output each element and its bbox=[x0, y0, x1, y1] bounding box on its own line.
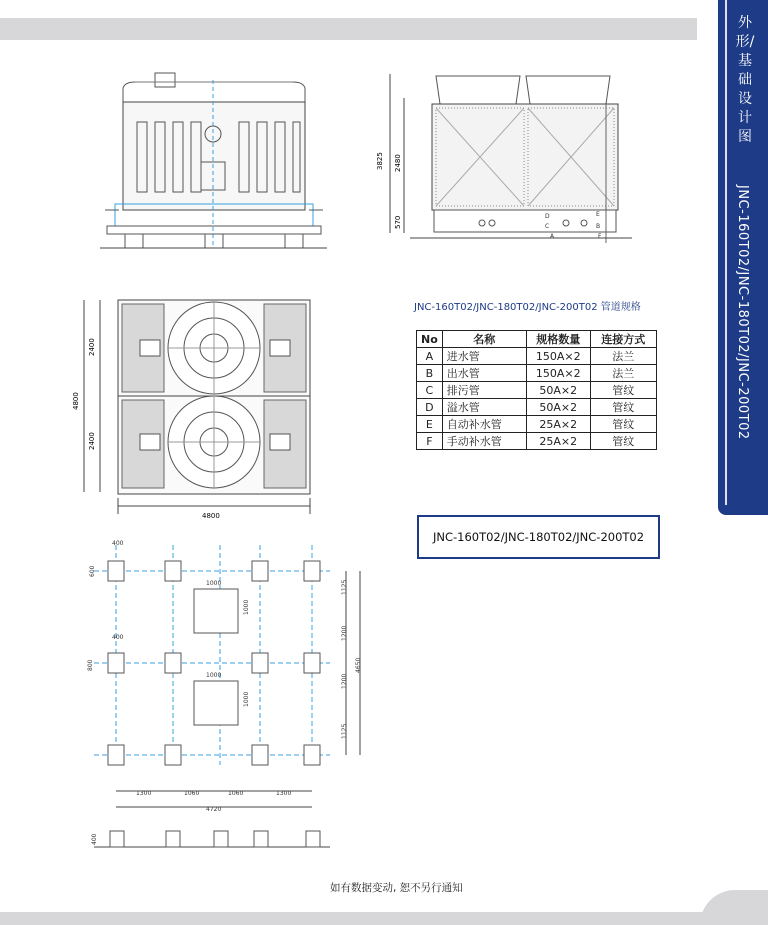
dim-pad-h-bottom: 1000 bbox=[243, 691, 250, 707]
dim-pad-w-top: 1000 bbox=[206, 580, 222, 587]
cell-conn: 管纹 bbox=[590, 382, 656, 399]
cell-no: D bbox=[417, 399, 443, 416]
dim-plan-total: 4800 bbox=[72, 392, 80, 410]
dim-bay-4: 1300 bbox=[276, 790, 292, 797]
cell-size: 25A×2 bbox=[526, 416, 590, 433]
dim-spacing-2: 1200 bbox=[341, 625, 348, 641]
dim-plan-half-bottom: 2400 bbox=[88, 432, 96, 450]
bottom-corner bbox=[700, 890, 768, 925]
cell-conn: 管纹 bbox=[590, 433, 656, 450]
dim-spacing-3: 1200 bbox=[341, 673, 348, 689]
side-letter-e: E bbox=[596, 211, 600, 218]
cell-size: 50A×2 bbox=[526, 399, 590, 416]
table-header-row bbox=[417, 331, 657, 348]
side-letter-a: A bbox=[550, 233, 555, 240]
dim-bay-1: 1300 bbox=[136, 790, 152, 797]
side-letter-d: D bbox=[545, 213, 550, 220]
dim-pad-h-top: 1000 bbox=[243, 599, 250, 615]
cell-conn: 法兰 bbox=[590, 365, 656, 382]
pipe-spec-table bbox=[416, 330, 657, 450]
cell-conn: 管纹 bbox=[590, 416, 656, 433]
dim-pier-h: 600 bbox=[89, 565, 96, 577]
model-box: JNC-160T02/JNC-180T02/JNC-200T02 bbox=[417, 515, 660, 559]
cell-no: B bbox=[417, 365, 443, 382]
cell-no: C bbox=[417, 382, 443, 399]
dim-body-height: 2480 bbox=[394, 154, 402, 172]
side-elevation-drawing bbox=[370, 68, 640, 258]
cell-no: F bbox=[417, 433, 443, 450]
table-row bbox=[417, 399, 657, 416]
side-tab-models: JNC-160T02/JNC-180T02/JNC-200T02 bbox=[735, 185, 750, 440]
cell-no: E bbox=[417, 416, 443, 433]
side-letter-b: B bbox=[596, 223, 601, 230]
spec-table-title: JNC-160T02/JNC-180T02/JNC-200T02 管道规格 bbox=[414, 302, 641, 313]
header-name: 名称 bbox=[442, 331, 526, 348]
dim-plan-width: 4800 bbox=[202, 512, 220, 520]
cell-name: 手动补水管 bbox=[442, 433, 526, 450]
dim-spacing-1: 1125 bbox=[341, 579, 348, 595]
side-letter-c: C bbox=[545, 223, 550, 230]
cell-size: 150A×2 bbox=[526, 348, 590, 365]
cell-name: 排污管 bbox=[442, 382, 526, 399]
dim-spacing-4: 1125 bbox=[341, 723, 348, 739]
side-tab-rule bbox=[725, 0, 727, 505]
table-row bbox=[417, 382, 657, 399]
dim-pier-h2: 800 bbox=[87, 659, 94, 671]
dim-pad-w-bottom: 1000 bbox=[206, 672, 222, 679]
front-elevation-drawing bbox=[95, 70, 330, 260]
cell-size: 150A×2 bbox=[526, 365, 590, 382]
dim-base-height: 570 bbox=[394, 215, 402, 229]
cell-name: 自动补水管 bbox=[442, 416, 526, 433]
plan-view-drawing bbox=[70, 292, 330, 522]
dim-pier-top: 400 bbox=[112, 540, 124, 547]
cell-name: 出水管 bbox=[442, 365, 526, 382]
dim-bay-3: 1060 bbox=[228, 790, 244, 797]
cell-size: 25A×2 bbox=[526, 433, 590, 450]
side-letter-f: F bbox=[598, 233, 602, 240]
side-tab-title: 外形/基础设计图 bbox=[735, 15, 755, 145]
cell-name: 溢水管 bbox=[442, 399, 526, 416]
cell-name: 进水管 bbox=[442, 348, 526, 365]
header-no: No bbox=[417, 331, 443, 348]
table-row bbox=[417, 365, 657, 382]
dim-bay-2: 1060 bbox=[184, 790, 200, 797]
top-header-bar bbox=[0, 18, 697, 40]
cell-no: A bbox=[417, 348, 443, 365]
dim-plan-half-top: 2400 bbox=[88, 338, 96, 356]
footnote: 如有数据变动, 恕不另行通知 bbox=[330, 882, 463, 894]
foundation-plan-drawing bbox=[80, 535, 380, 855]
header-conn: 连接方式 bbox=[590, 331, 656, 348]
bottom-bar bbox=[0, 912, 710, 925]
header-size: 规格数量 bbox=[526, 331, 590, 348]
cell-conn: 法兰 bbox=[590, 348, 656, 365]
table-row bbox=[417, 416, 657, 433]
dim-total-length: 4650 bbox=[355, 657, 362, 673]
dim-pier-mid: 400 bbox=[112, 634, 124, 641]
dim-bay-total: 4720 bbox=[206, 806, 222, 813]
table-row bbox=[417, 433, 657, 450]
cell-size: 50A×2 bbox=[526, 382, 590, 399]
dim-total-height: 3825 bbox=[376, 152, 384, 170]
cell-conn: 管纹 bbox=[590, 399, 656, 416]
table-row bbox=[417, 348, 657, 365]
dim-base-h: 400 bbox=[91, 833, 98, 845]
